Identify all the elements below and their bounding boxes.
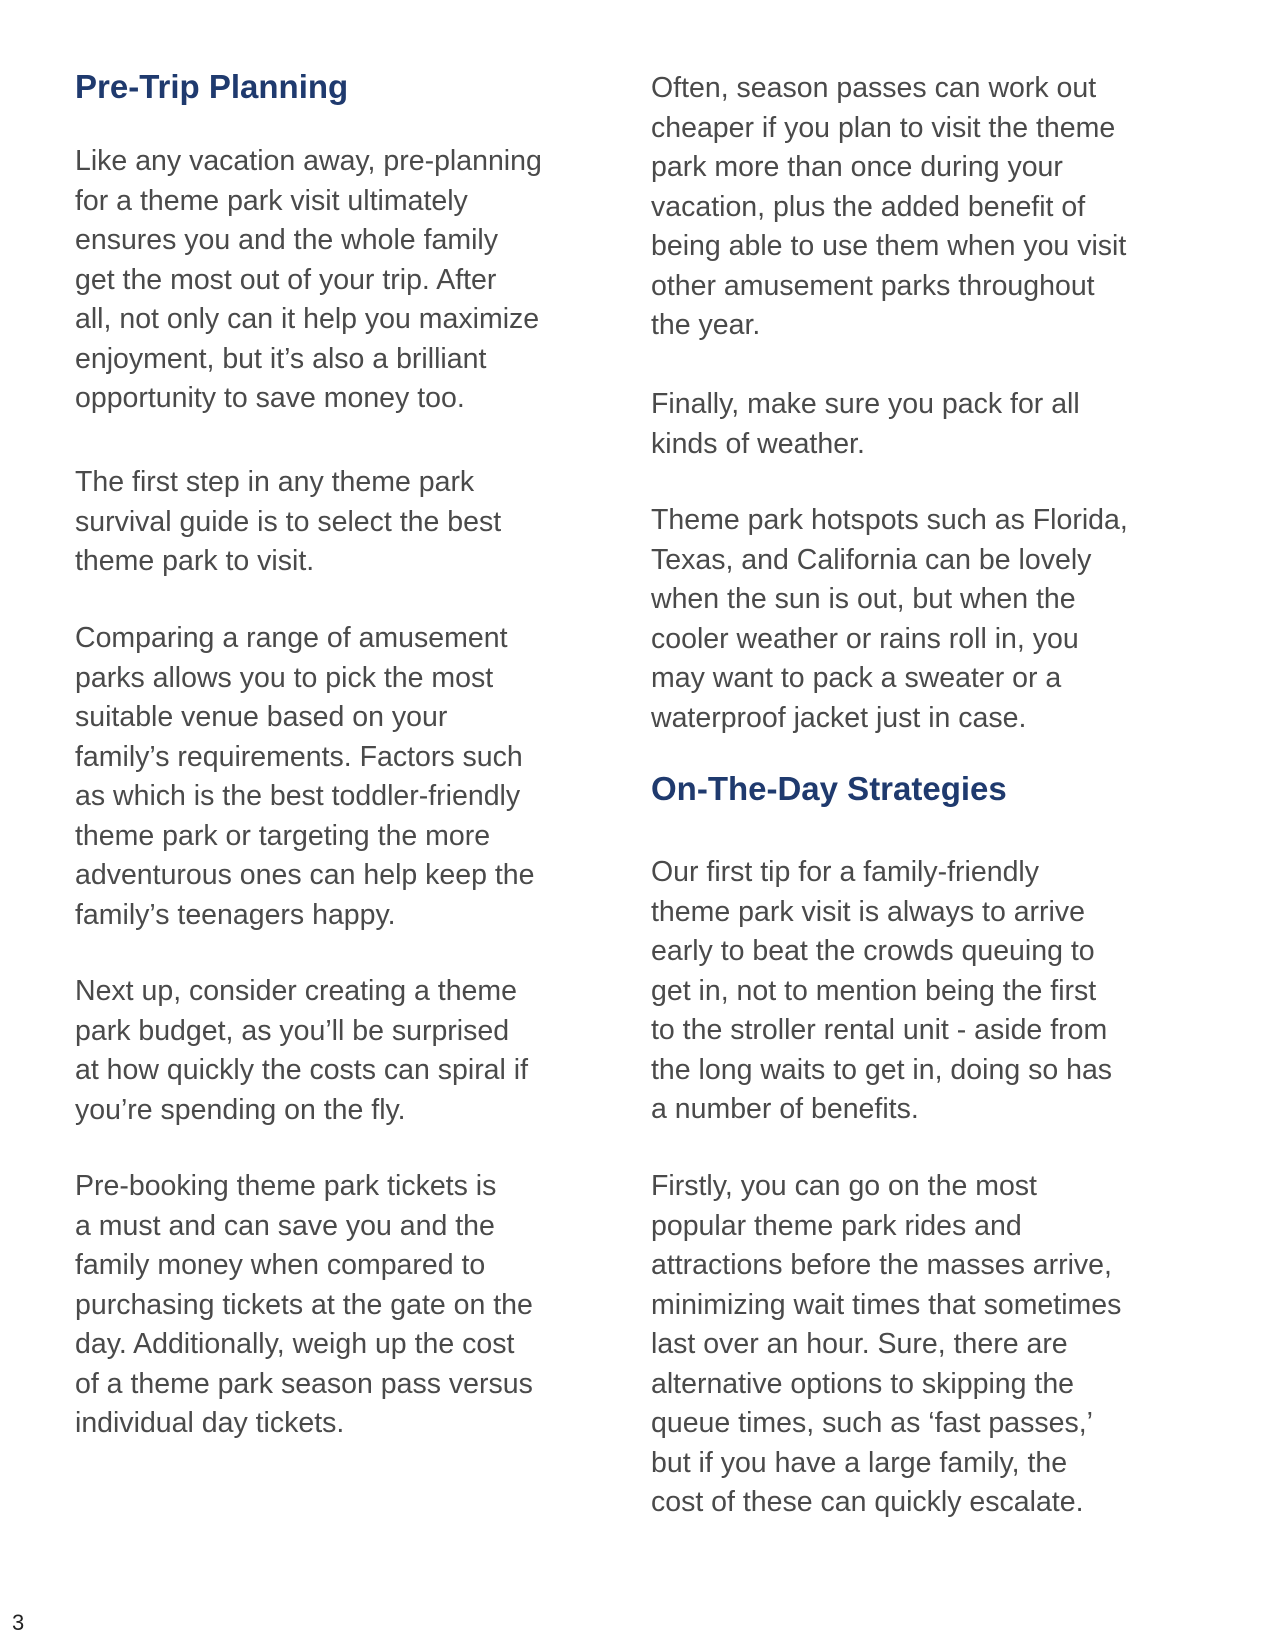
text-line: alternative options to skipping the — [651, 1367, 1075, 1400]
text-line: minimizing wait times that sometimes — [651, 1288, 1122, 1321]
text-line: survival guide is to select the best — [75, 505, 502, 538]
text-line: kinds of weather. — [651, 427, 865, 460]
text-line: being able to use them when you visit — [651, 230, 1127, 262]
text-line: The first step in any theme park — [75, 466, 475, 498]
text-line: a number of benefits. — [651, 1093, 919, 1125]
text-line: Finally, make sure you pack for all — [651, 388, 1080, 420]
text-line: theme park visit is always to arrive — [651, 895, 1085, 928]
text-line: you’re spending on the fly. — [75, 1093, 406, 1126]
text-line: Like any vacation away, pre-planning — [75, 145, 542, 177]
text-line: early to beat the crowds queuing to — [651, 935, 1095, 967]
text-line: Comparing a range of amusement — [75, 622, 508, 654]
text-line: of a theme park season pass versus — [75, 1367, 533, 1400]
text-line: all, not only can it help you maximize — [75, 303, 540, 335]
text-line: Often, season passes can work out — [651, 72, 1097, 104]
paragraph-season-passes — [651, 69, 1126, 346]
text-line: parks allows you to pick the most — [75, 661, 494, 694]
paragraph-firstly — [651, 1167, 1121, 1523]
text-line: last over an hour. Sure, there are — [651, 1328, 1068, 1360]
text-line: Texas, and California can be lovely — [651, 543, 1092, 576]
text-line: theme park to visit. — [75, 545, 315, 577]
text-line: may want to pack a sweater or a — [651, 662, 1062, 694]
paragraph-pack-weather — [651, 385, 1080, 464]
text-line: enjoyment, but it’s also a brilliant — [75, 342, 487, 375]
text-line: purchasing tickets at the gate on the — [75, 1288, 533, 1321]
text-line: Pre-booking theme park tickets is — [75, 1170, 497, 1202]
paragraph-hotspots — [651, 501, 1128, 738]
section-heading-on-the-day-strategies: On-The-Day Strategies — [651, 770, 1007, 807]
text-line: suitable venue based on your — [75, 701, 448, 733]
section-heading-pre-trip-planning: Pre-Trip Planning — [75, 68, 349, 105]
text-line: when the sun is out, but when the — [651, 583, 1076, 615]
page-number: 3 — [12, 1610, 25, 1635]
text-line: Next up, consider creating a theme — [75, 975, 517, 1007]
text-line: family money when compared to — [75, 1249, 486, 1281]
text-line: Firstly, you can go on the most — [651, 1170, 1037, 1202]
text-line: family’s requirements. Factors such — [75, 740, 523, 773]
text-line: the year. — [651, 309, 761, 341]
paragraph-first-step — [75, 463, 501, 582]
text-line: but if you have a large family, the — [651, 1446, 1068, 1479]
text-line: to the stroller rental unit - aside from — [651, 1014, 1108, 1046]
text-line: a must and can save you and the — [75, 1209, 495, 1242]
text-line: for a theme park visit ultimately — [75, 184, 468, 217]
text-line: Our first tip for a family-friendly — [651, 856, 1040, 888]
text-line: vacation, plus the added benefit of — [651, 190, 1086, 223]
text-line: theme park or targeting the more — [75, 819, 491, 852]
paragraph-arrive-early — [651, 853, 1112, 1130]
text-line: cheaper if you plan to visit the theme — [651, 111, 1116, 144]
text-line: attractions before the masses arrive, — [651, 1249, 1112, 1281]
text-line: opportunity to save money too. — [75, 382, 465, 414]
text-line: park more than once during your — [651, 151, 1063, 183]
text-line: park budget, as you’ll be surprised — [75, 1014, 510, 1047]
text-line: other amusement parks throughout — [651, 269, 1095, 302]
paragraph-comparing-parks — [75, 619, 535, 935]
paragraph-budget — [75, 972, 528, 1130]
text-line: Theme park hotspots such as Florida, — [651, 504, 1128, 536]
text-line: cost of these can quickly escalate. — [651, 1486, 1084, 1518]
text-line: waterproof jacket just in case. — [651, 701, 1027, 734]
paragraph-pre-planning — [75, 142, 542, 419]
text-line: get in, not to mention being the first — [651, 974, 1097, 1007]
text-line: adventurous ones can help keep the — [75, 859, 535, 891]
text-line: family’s teenagers happy. — [75, 898, 396, 931]
text-line: ensures you and the whole family — [75, 224, 498, 256]
text-line: at how quickly the costs can spiral if — [75, 1054, 529, 1086]
text-line: get the most out of your trip. After — [75, 263, 497, 296]
text-line: as which is the best toddler-friendly — [75, 780, 521, 812]
paragraph-pre-booking — [75, 1167, 533, 1444]
text-line: day. Additionally, weigh up the cost — [75, 1328, 515, 1360]
text-line: individual day tickets. — [75, 1407, 345, 1439]
text-line: popular theme park rides and — [651, 1209, 1022, 1242]
text-line: cooler weather or rains roll in, you — [651, 622, 1079, 655]
text-line: the long waits to get in, doing so has — [651, 1053, 1113, 1086]
text-line: queue times, such as ‘fast passes,’ — [651, 1407, 1093, 1439]
